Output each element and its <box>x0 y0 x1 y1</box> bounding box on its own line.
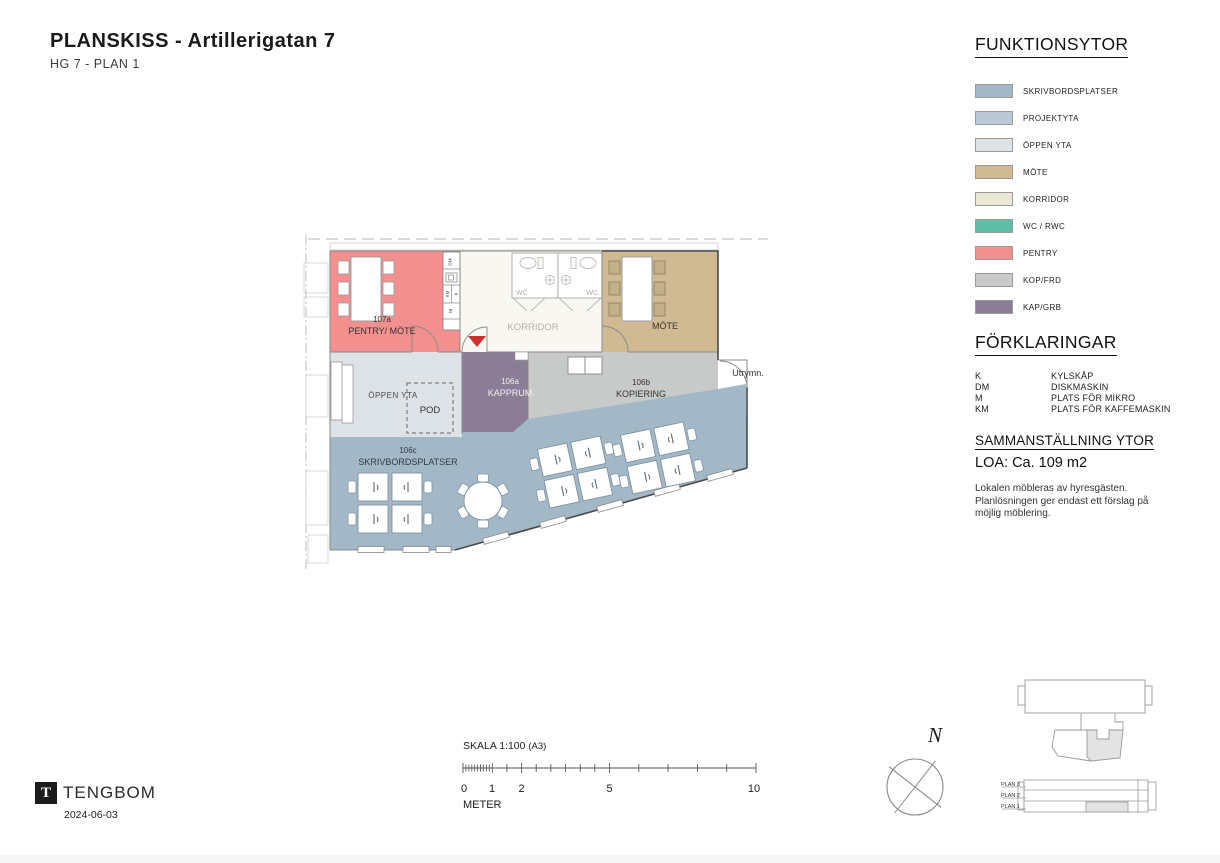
legend-swatch <box>975 192 1013 206</box>
pentry-table-group <box>338 257 394 321</box>
room-pentry-label: PENTRY/ MÖTE <box>348 326 416 336</box>
abbr-label: KYLSKÅP <box>1051 371 1094 381</box>
room-pentry-number: 107a <box>373 315 391 324</box>
legend <box>975 84 1118 314</box>
firm-name: TENGBOM <box>63 783 156 802</box>
kitchen-label-dm: DM <box>447 258 453 266</box>
legend-item <box>975 165 1118 179</box>
current-floor-highlight <box>1086 802 1128 812</box>
explanations-heading: FÖRKLARINGAR <box>975 332 1117 356</box>
legend-swatch <box>975 246 1013 260</box>
scale-tick-2: 2 <box>518 783 525 795</box>
section-floor-label: PLAN 2 <box>1001 793 1020 799</box>
room-skrivbord-number: 106c <box>399 446 417 455</box>
legend-swatch <box>975 111 1013 125</box>
kitchen-label-km: KM <box>445 290 450 298</box>
building-footprint-diagram <box>1008 672 1158 772</box>
copier <box>568 357 602 374</box>
scale-tick-1: 1 <box>488 783 496 795</box>
scale-bar <box>460 758 766 800</box>
legend-item-label: KAP/GRB <box>1023 302 1062 312</box>
abbr-code: KM <box>975 404 989 414</box>
current-unit-highlight <box>1087 730 1123 761</box>
north-label: N <box>928 723 943 747</box>
legend-heading: FUNKTIONSYTOR <box>975 34 1128 58</box>
sheet-size: (A3) <box>528 741 547 752</box>
page-title: PLANSKISS - Artillerigatan 7 <box>50 30 336 52</box>
legend-item <box>975 273 1118 287</box>
legend-item <box>975 246 1118 260</box>
room-korridor-label: KORRIDOR <box>507 322 559 333</box>
small-utility-label <box>515 352 528 360</box>
scale-tick-0: 0 <box>460 783 468 795</box>
building-section-diagram <box>995 776 1165 818</box>
drawing-date: 2024-06-03 <box>64 809 118 821</box>
floor-plan-drawing <box>300 235 770 570</box>
page-bottom-strip <box>0 855 1220 863</box>
scale-tick-5: 5 <box>606 783 613 795</box>
legend-item-label: PROJEKTYTA <box>1023 113 1079 123</box>
legend-swatch <box>975 84 1013 98</box>
kitchen-strip <box>443 252 460 330</box>
room-mote-label: MÖTE <box>652 321 678 331</box>
legend-item <box>975 84 1118 98</box>
page-subtitle: HG 7 - PLAN 1 <box>50 57 140 71</box>
legend-item-label: KORRIDOR <box>1023 194 1070 204</box>
scale-tick-10: 10 <box>747 783 761 795</box>
loa-value: LOA: Ca. 109 m2 <box>975 455 1088 471</box>
legend-item-label: PENTRY <box>1023 248 1058 258</box>
room-oppenyta-label: ÖPPEN YTA <box>368 391 418 400</box>
room-kopiering-label: KOPIERING <box>615 389 667 399</box>
section-floor-label: PLAN 3 <box>1001 782 1020 788</box>
abbr-label: PLATS FÖR MIKRO <box>1051 393 1136 403</box>
furnishing-note: Lokalen möbleras av hyresgästen. Planlösningen ger endast ett förslag på möjlig möblering. <box>975 483 1149 519</box>
legend-item <box>975 300 1118 314</box>
tengbom-logo-icon: T <box>35 782 57 804</box>
legend-item-label: KOP/FRD <box>1023 275 1062 285</box>
legend-swatch <box>975 165 1013 179</box>
sink-icon <box>446 273 457 282</box>
abbr-label: DISKMASKIN <box>1051 382 1109 392</box>
legend-swatch <box>975 273 1013 287</box>
legend-item <box>975 192 1118 206</box>
section-floor-label: PLAN 1 <box>1001 804 1020 810</box>
abbr-code: K <box>975 371 982 381</box>
room-kopiering-number: 106b <box>632 378 650 387</box>
legend-item <box>975 138 1118 152</box>
pod-label: POD <box>419 405 441 416</box>
abbr-code: DM <box>975 382 990 392</box>
legend-item <box>975 219 1118 233</box>
summary-heading: SAMMANSTÄLLNING YTOR <box>975 433 1155 448</box>
abbr-label: PLATS FÖR KAFFEMASKIN <box>1051 404 1171 414</box>
kitchen-label-m: M <box>448 309 453 313</box>
abbr-code: M <box>975 393 983 403</box>
legend-item-label: SKRIVBORDSPLATSER <box>1023 86 1119 96</box>
legend-swatch <box>975 300 1013 314</box>
legend-item-label: WC / RWC <box>1023 221 1066 231</box>
legend-swatch <box>975 219 1013 233</box>
room-pentry-area <box>330 251 460 352</box>
cabinet <box>331 362 342 420</box>
title-block <box>50 30 336 71</box>
scale-heading: SKALA 1:100 (A3) <box>463 740 547 752</box>
room-skrivbord-label: SKRIVBORDSPLATSER <box>358 457 458 467</box>
mote-table-group <box>609 257 665 321</box>
room-kapprum-label: KAPPRUM <box>487 388 533 398</box>
summary-block <box>975 432 1154 471</box>
firm-logo-block <box>35 782 156 804</box>
wc-left-label: WC <box>516 290 528 297</box>
compass <box>880 712 960 822</box>
explanations-list <box>975 371 1171 414</box>
kitchen-label-k: K <box>453 292 459 296</box>
room-kapprum-number: 106a <box>501 377 519 386</box>
cabinet <box>342 365 353 423</box>
legend-swatch <box>975 138 1013 152</box>
wc-right-label: WC <box>586 290 598 297</box>
legend-item <box>975 111 1118 125</box>
utrymn-label: Utrymn. <box>732 368 764 378</box>
legend-item-label: MÖTE <box>1023 167 1048 177</box>
legend-item-label: ÖPPEN YTA <box>1023 140 1072 150</box>
scale-unit: METER <box>463 799 502 811</box>
